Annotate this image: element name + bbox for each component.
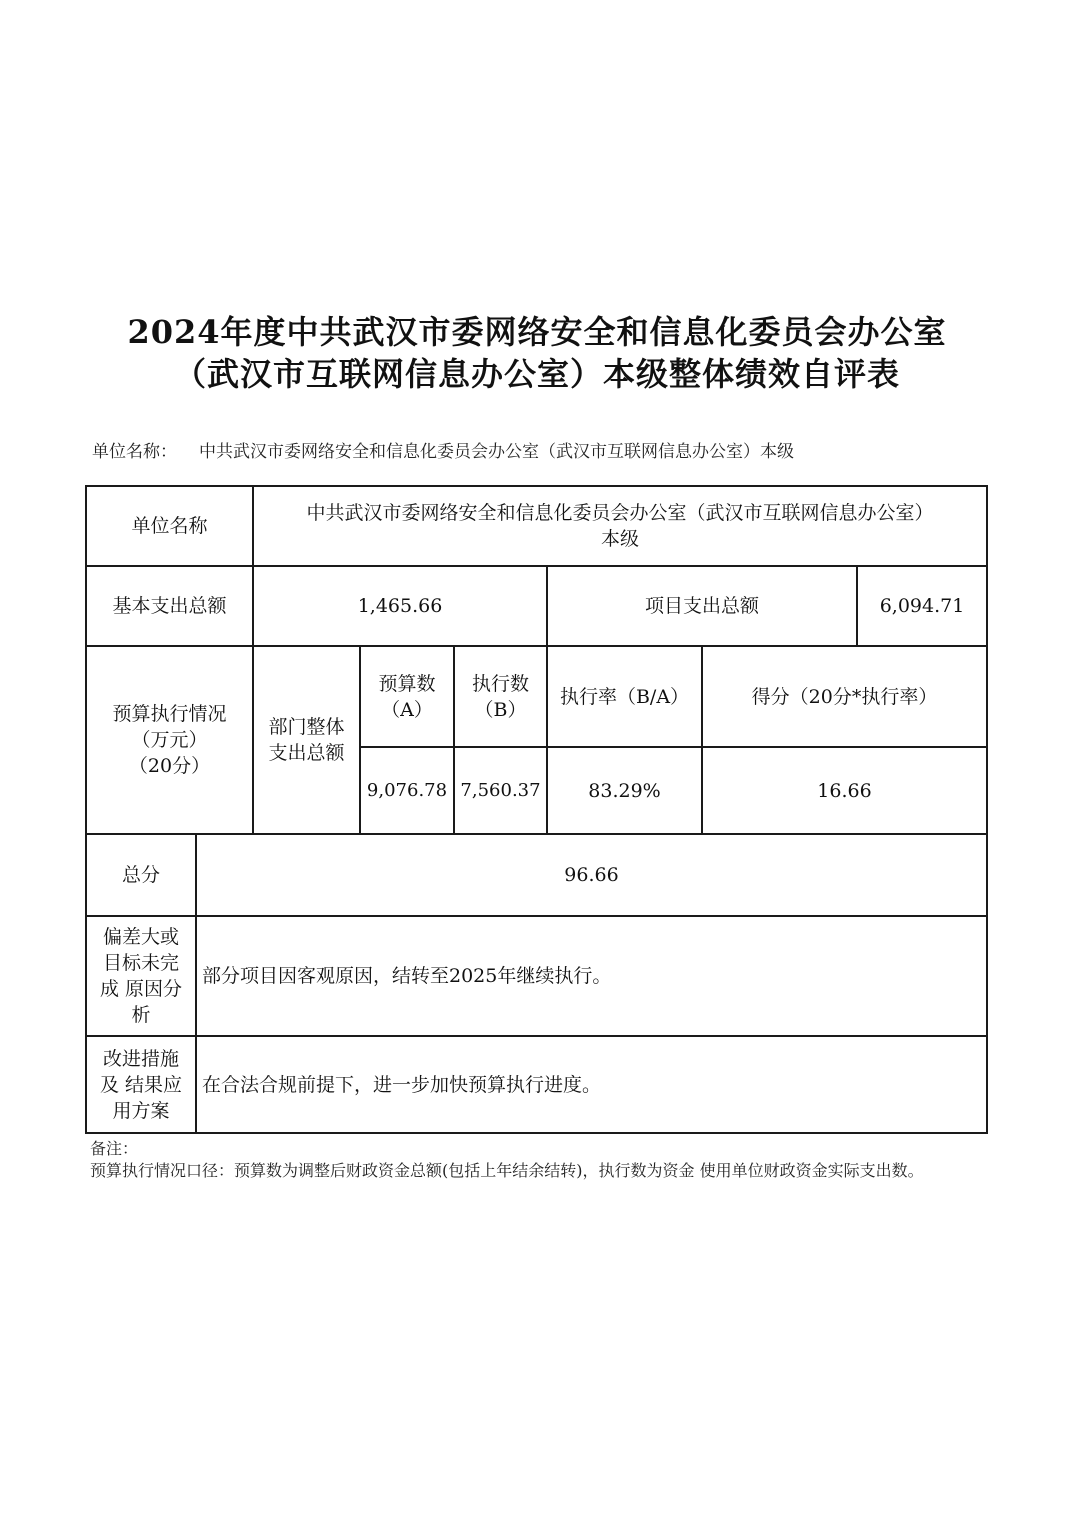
unit-name-value-line2: 本级 bbox=[600, 528, 639, 550]
total-score-value-cell: 96.66 bbox=[564, 864, 619, 886]
total-score-label-cell: 总分 bbox=[121, 864, 160, 886]
unit-name-value-line1: 中共武汉市委网络安全和信息化委员会办公室（武汉市互联网信息办公室） bbox=[306, 502, 934, 524]
unit-name-value-cell bbox=[254, 487, 986, 565]
improve-value-cell: 在合法合规前提下，进一步加快预算执行进度。 bbox=[202, 1073, 602, 1096]
budget-num-header-line2: （A） bbox=[381, 698, 433, 721]
budget-execution-label-cell bbox=[87, 647, 252, 833]
deviation-label-line1: 偏差大或 bbox=[102, 926, 179, 948]
table-border-right bbox=[986, 485, 988, 1134]
budget-num-header-line1: 预算数 bbox=[378, 672, 436, 695]
deviation-value-cell: 部分项目因客观原因，结转至2025年继续执行。 bbox=[202, 965, 612, 987]
deviation-label-line4: 析 bbox=[131, 1004, 151, 1026]
dept-total-label-line1: 部门整体 bbox=[268, 716, 345, 738]
exec-num-header-line2: （B） bbox=[474, 698, 527, 721]
project-expense-label-cell: 项目支出总额 bbox=[644, 595, 759, 617]
improve-label-line3: 用方案 bbox=[112, 1099, 170, 1122]
score-value-cell: 16.66 bbox=[817, 779, 872, 802]
unit-name-line bbox=[92, 440, 794, 464]
exec-num-header-line1: 执行数 bbox=[471, 672, 529, 695]
budget-value-cell: 9,076.78 bbox=[366, 779, 448, 801]
budget-num-header-cell bbox=[361, 647, 453, 746]
improve-label-line1: 改进措施 bbox=[102, 1047, 179, 1070]
page-title-line1: 2024年度中共武汉市委网络安全和信息化委员会办公室 bbox=[127, 313, 947, 351]
exec-rate-value-cell: 83.29% bbox=[588, 779, 661, 802]
project-expense-value-cell: 6,094.71 bbox=[879, 595, 965, 617]
deviation-label-line2: 目标未完 bbox=[102, 952, 179, 974]
basic-expense-label-cell: 基本支出总额 bbox=[112, 595, 227, 617]
deviation-label-cell bbox=[87, 917, 195, 1035]
unit-name-line-label: 单位名称： bbox=[92, 442, 177, 462]
score-header-cell: 得分（20分*执行率） bbox=[751, 685, 938, 708]
notes-title: 备注： bbox=[90, 1139, 139, 1158]
budget-execution-label-line1: 预算执行情况 bbox=[112, 703, 227, 725]
dept-total-label-cell bbox=[254, 647, 359, 833]
exec-num-header-cell bbox=[455, 647, 546, 746]
exec-rate-header-cell: 执行率（B/A） bbox=[559, 685, 690, 708]
budget-execution-label-line2: （万元） bbox=[131, 729, 208, 751]
basic-expense-value-cell: 1,465.66 bbox=[357, 595, 443, 617]
improve-label-line2: 及 结果应 bbox=[99, 1073, 183, 1096]
unit-name-line-value: 中共武汉市委网络安全和信息化委员会办公室（武汉市互联网信息办公室）本级 bbox=[199, 442, 794, 462]
dept-total-label-line2: 支出总额 bbox=[268, 742, 345, 764]
deviation-label-line3: 成 原因分 bbox=[99, 978, 183, 1000]
unit-name-label-cell: 单位名称 bbox=[131, 515, 208, 537]
budget-execution-label-line3: （20分） bbox=[128, 755, 211, 777]
table-border-bottom bbox=[85, 1132, 988, 1134]
exec-value-cell: 7,560.37 bbox=[460, 779, 541, 801]
page-title-line2: （武汉市互联网信息办公室）本级整体绩效自评表 bbox=[173, 355, 900, 393]
improve-label-cell bbox=[87, 1037, 195, 1132]
notes-body: 预算执行情况口径：预算数为调整后财政资金总额(包括上年结余结转)，执行数为资金 使用单位财政资金实际支出数。 bbox=[90, 1161, 924, 1180]
